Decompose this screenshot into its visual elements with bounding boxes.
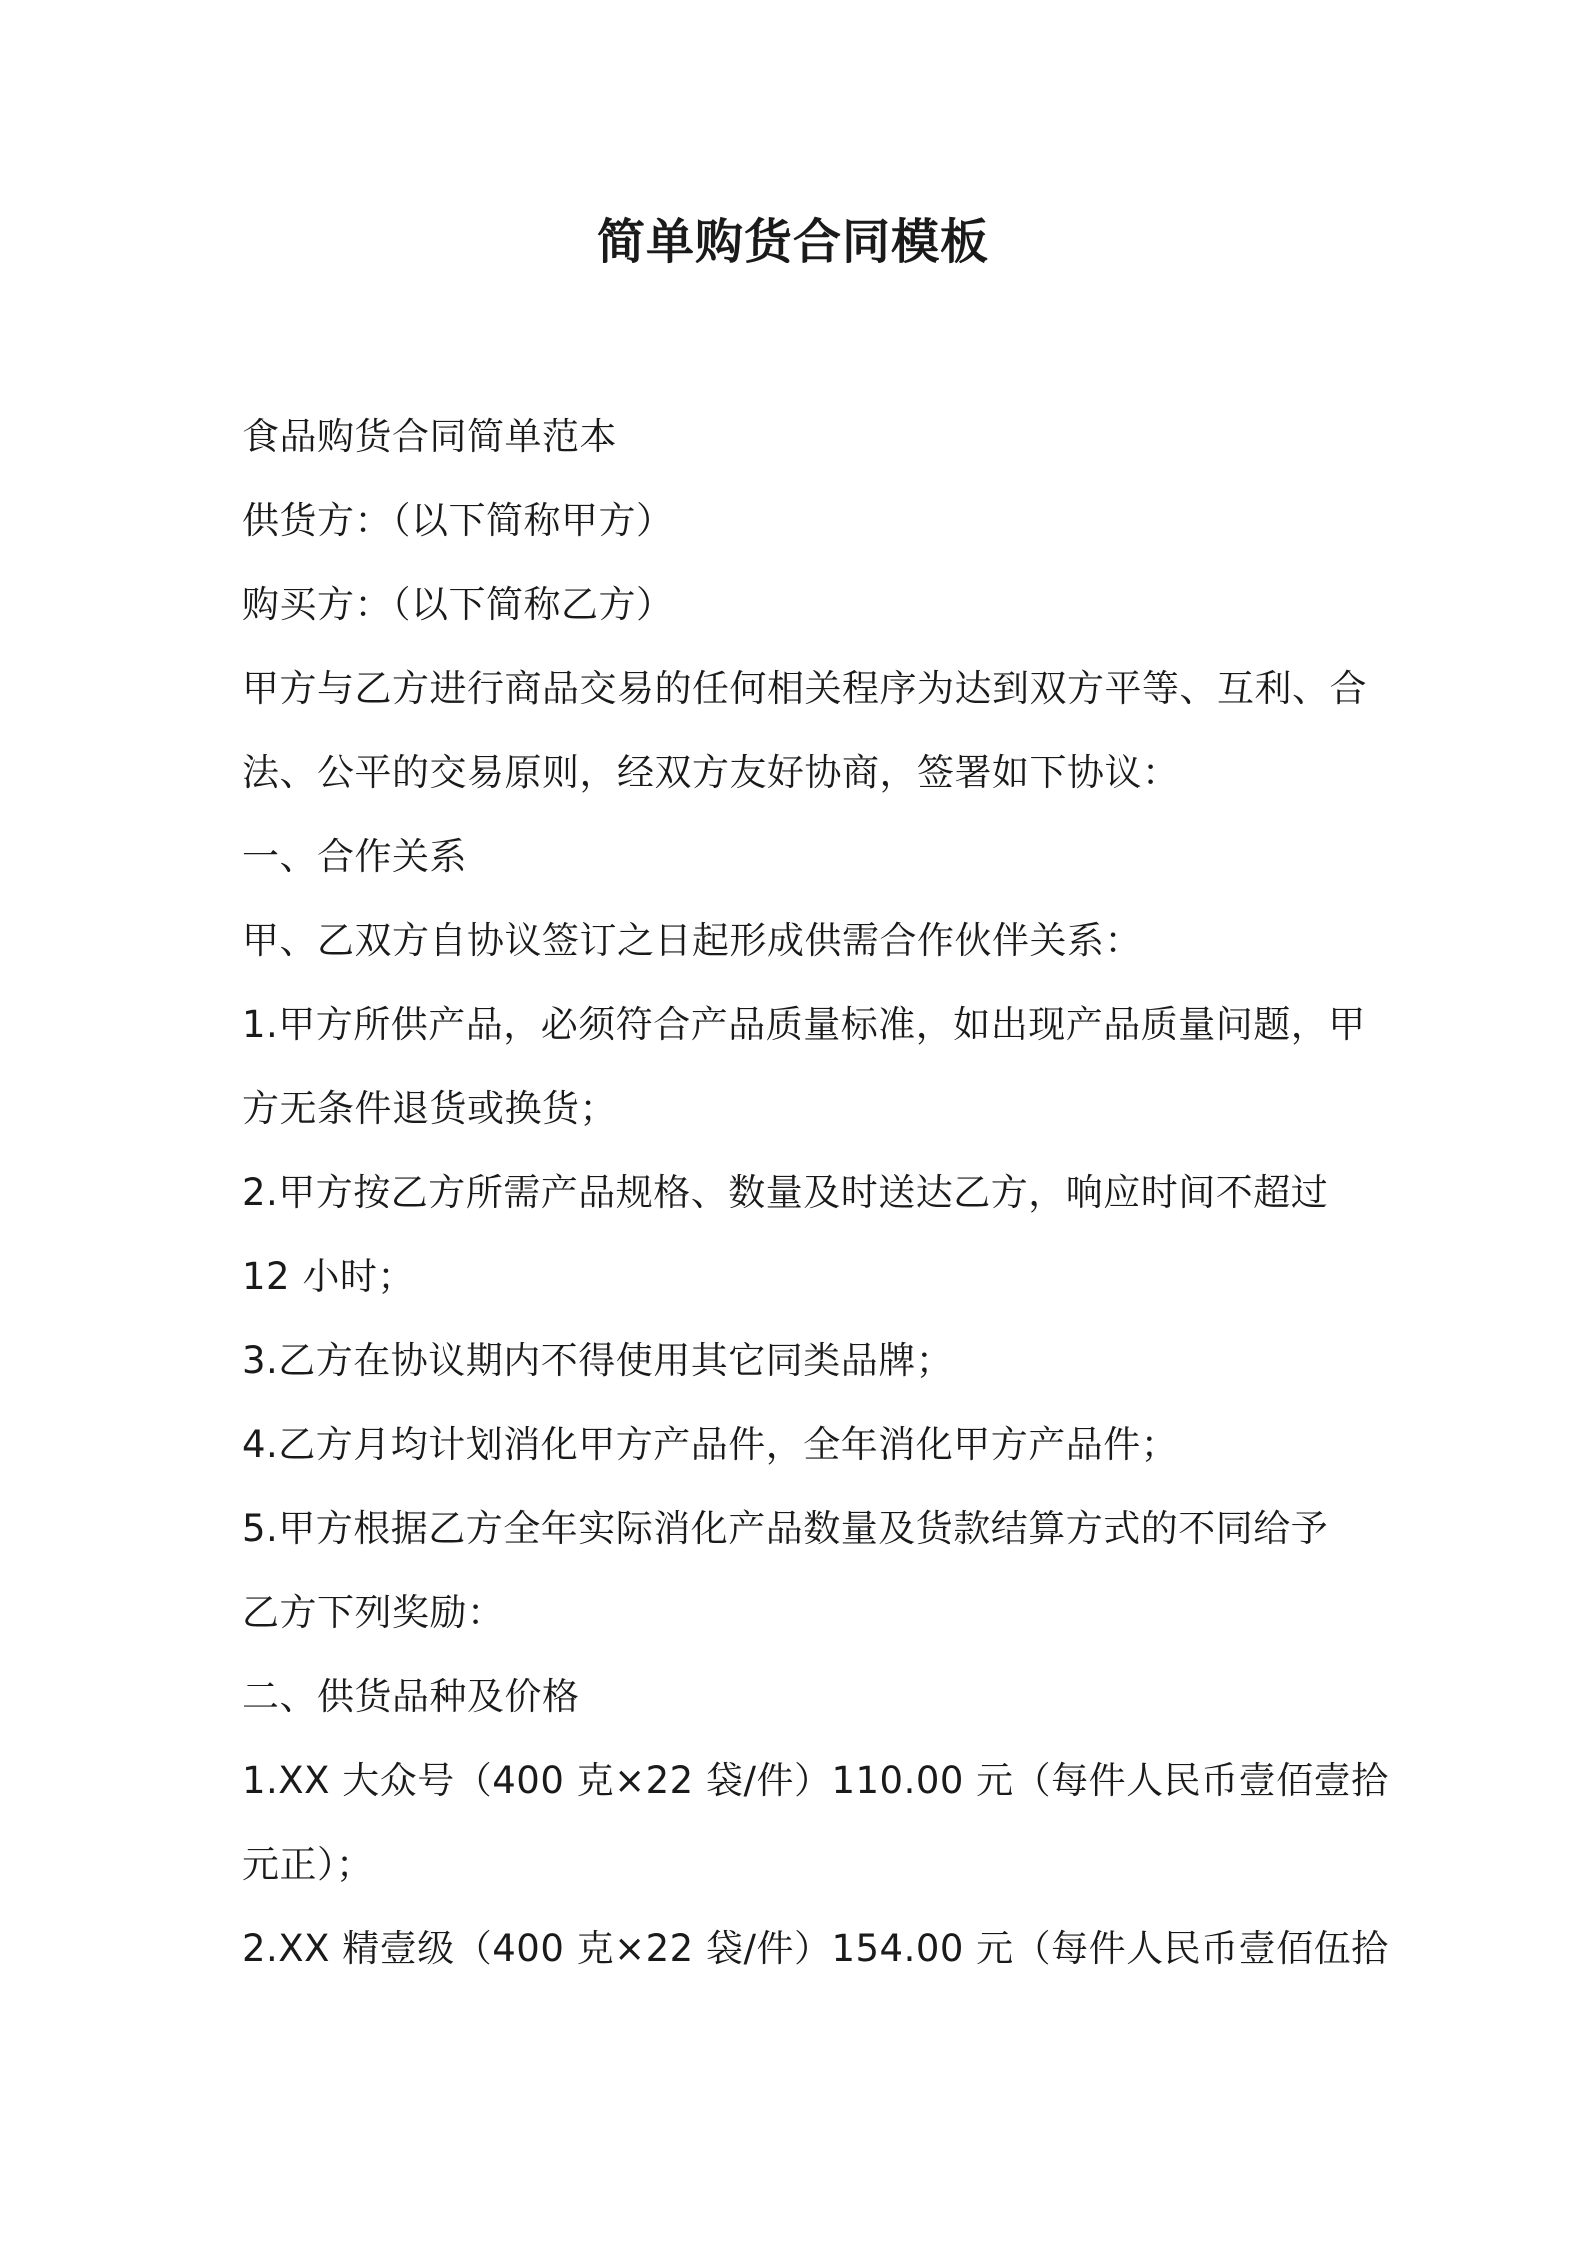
text-line: 5.甲方根据乙方全年实际消化产品数量及货款结算方式的不同给予 bbox=[242, 1507, 1329, 1550]
section-heading: 二、供货品种及价格 bbox=[242, 1675, 580, 1718]
text-line: 3.乙方在协议期内不得使用其它同类品牌； bbox=[242, 1339, 954, 1382]
text-line: 1.XX 大众号（400 克×22 袋/件）110.00 元（每件人民币壹佰壹拾 bbox=[242, 1759, 1389, 1802]
text-line: 甲、乙双方自协议签订之日起形成供需合作伙伴关系： bbox=[242, 919, 1142, 962]
section-heading: 一、合作关系 bbox=[242, 835, 467, 878]
document-body bbox=[242, 405, 1389, 2001]
text-line: 4.乙方月均计划消化甲方产品件，全年消化甲方产品件； bbox=[242, 1423, 1179, 1466]
text-line: 方无条件退货或换货； bbox=[242, 1087, 617, 1130]
text-line: 法、公平的交易原则，经双方友好协商，签署如下协议： bbox=[242, 751, 1180, 794]
text-line: 购买方：（以下简称乙方） bbox=[242, 583, 674, 626]
text-line: 元正）； bbox=[242, 1843, 374, 1886]
text-line: 12 小时； bbox=[242, 1255, 415, 1298]
text-line: 1.甲方所供产品，必须符合产品质量标准，如出现产品质量问题，甲 bbox=[242, 1003, 1366, 1046]
text-line: 供货方：（以下简称甲方） bbox=[242, 499, 674, 542]
text-line: 2.XX 精壹级（400 克×22 袋/件）154.00 元（每件人民币壹佰伍拾 bbox=[242, 1927, 1389, 1970]
text-line: 乙方下列奖励： bbox=[242, 1591, 505, 1634]
text-line: 2.甲方按乙方所需产品规格、数量及时送达乙方，响应时间不超过 bbox=[242, 1171, 1329, 1214]
text-line: 食品购货合同简单范本 bbox=[242, 415, 617, 458]
document-title: 简单购货合同模板 bbox=[596, 214, 989, 270]
text-line: 甲方与乙方进行商品交易的任何相关程序为达到双方平等、互利、合 bbox=[242, 667, 1367, 710]
